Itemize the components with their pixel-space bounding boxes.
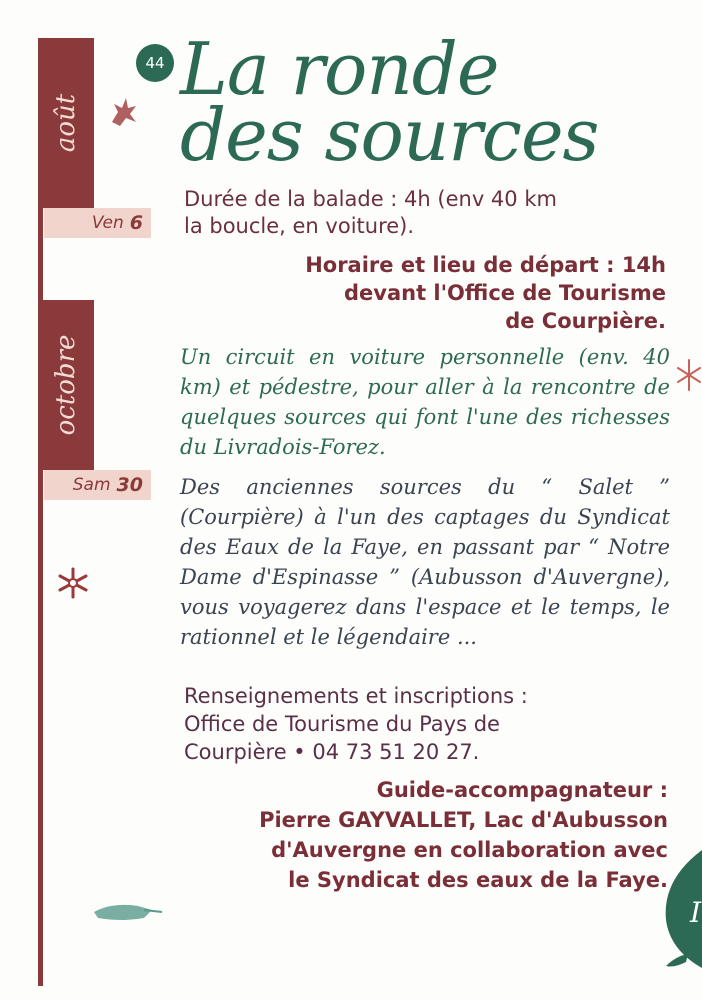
- title-line: des sources: [180, 93, 599, 177]
- month-banner-aout: [38, 38, 94, 208]
- guide-line: le Syndicat des eaux de la Faye.: [288, 868, 668, 892]
- month-label: octobre: [51, 334, 81, 436]
- guide-line: Pierre GAYVALLET, Lac d'Aubusson: [259, 808, 668, 832]
- date-tag-ven-6: [44, 208, 151, 238]
- date-day: Sam: [72, 475, 111, 495]
- date-tag-sam-30: [44, 470, 151, 500]
- event-number-badge: 44: [136, 44, 174, 82]
- departure-line: de Courpière.: [505, 309, 666, 333]
- title-line: La ronde: [180, 27, 499, 111]
- boat-icon: [92, 898, 164, 924]
- date-number: 30: [116, 474, 143, 496]
- departure-line: Horaire et lieu de départ : 14h: [305, 253, 666, 277]
- event-title: [180, 27, 640, 177]
- intro-paragraph: Un circuit en voiture personnelle (env. 40 km) et pédestre, pour aller à la rencontre de quelques sources qui font l'une des richesses du Livradois-Forez.: [180, 345, 670, 459]
- departure-text: [230, 251, 666, 335]
- description-paragraph: Des anciennes sources du “ Salet ” (Courpière) à l'un des captages du Syndicat des Eaux de la Faye, en passant par “ Notre Dame d'Espinasse ” (Aubusson d'Auvergne), vous voyagerez dans l'espace et le temps, le rationnel et le légendaire ...: [180, 475, 670, 649]
- svg-text:I: I: [690, 896, 702, 929]
- month-label: août: [51, 93, 81, 153]
- star-icon: [676, 358, 702, 392]
- info-line: Courpière • 04 73 51 20 27.: [184, 740, 480, 764]
- duration-line: la boucle, en voiture).: [184, 214, 415, 238]
- departure-line: devant l'Office de Tourisme: [343, 281, 666, 305]
- guide-line: Guide-accompagnateur :: [376, 778, 668, 802]
- date-day: Ven: [91, 213, 124, 233]
- registration-info: [184, 682, 664, 766]
- date-number: 6: [129, 212, 143, 234]
- info-line: Renseignements et inscriptions :: [184, 684, 528, 708]
- info-line: Office de Tourisme du Pays de: [184, 712, 500, 736]
- duration-line: Durée de la balade : 4h (env 40 km: [184, 187, 557, 211]
- month-banner-octobre: [38, 300, 94, 470]
- guide-line: d'Auvergne en collaboration avec: [271, 838, 668, 862]
- guide-info: [200, 775, 668, 895]
- duration-text: [184, 186, 684, 240]
- dragon-icon: [104, 92, 144, 132]
- asterisk-icon: [56, 566, 90, 600]
